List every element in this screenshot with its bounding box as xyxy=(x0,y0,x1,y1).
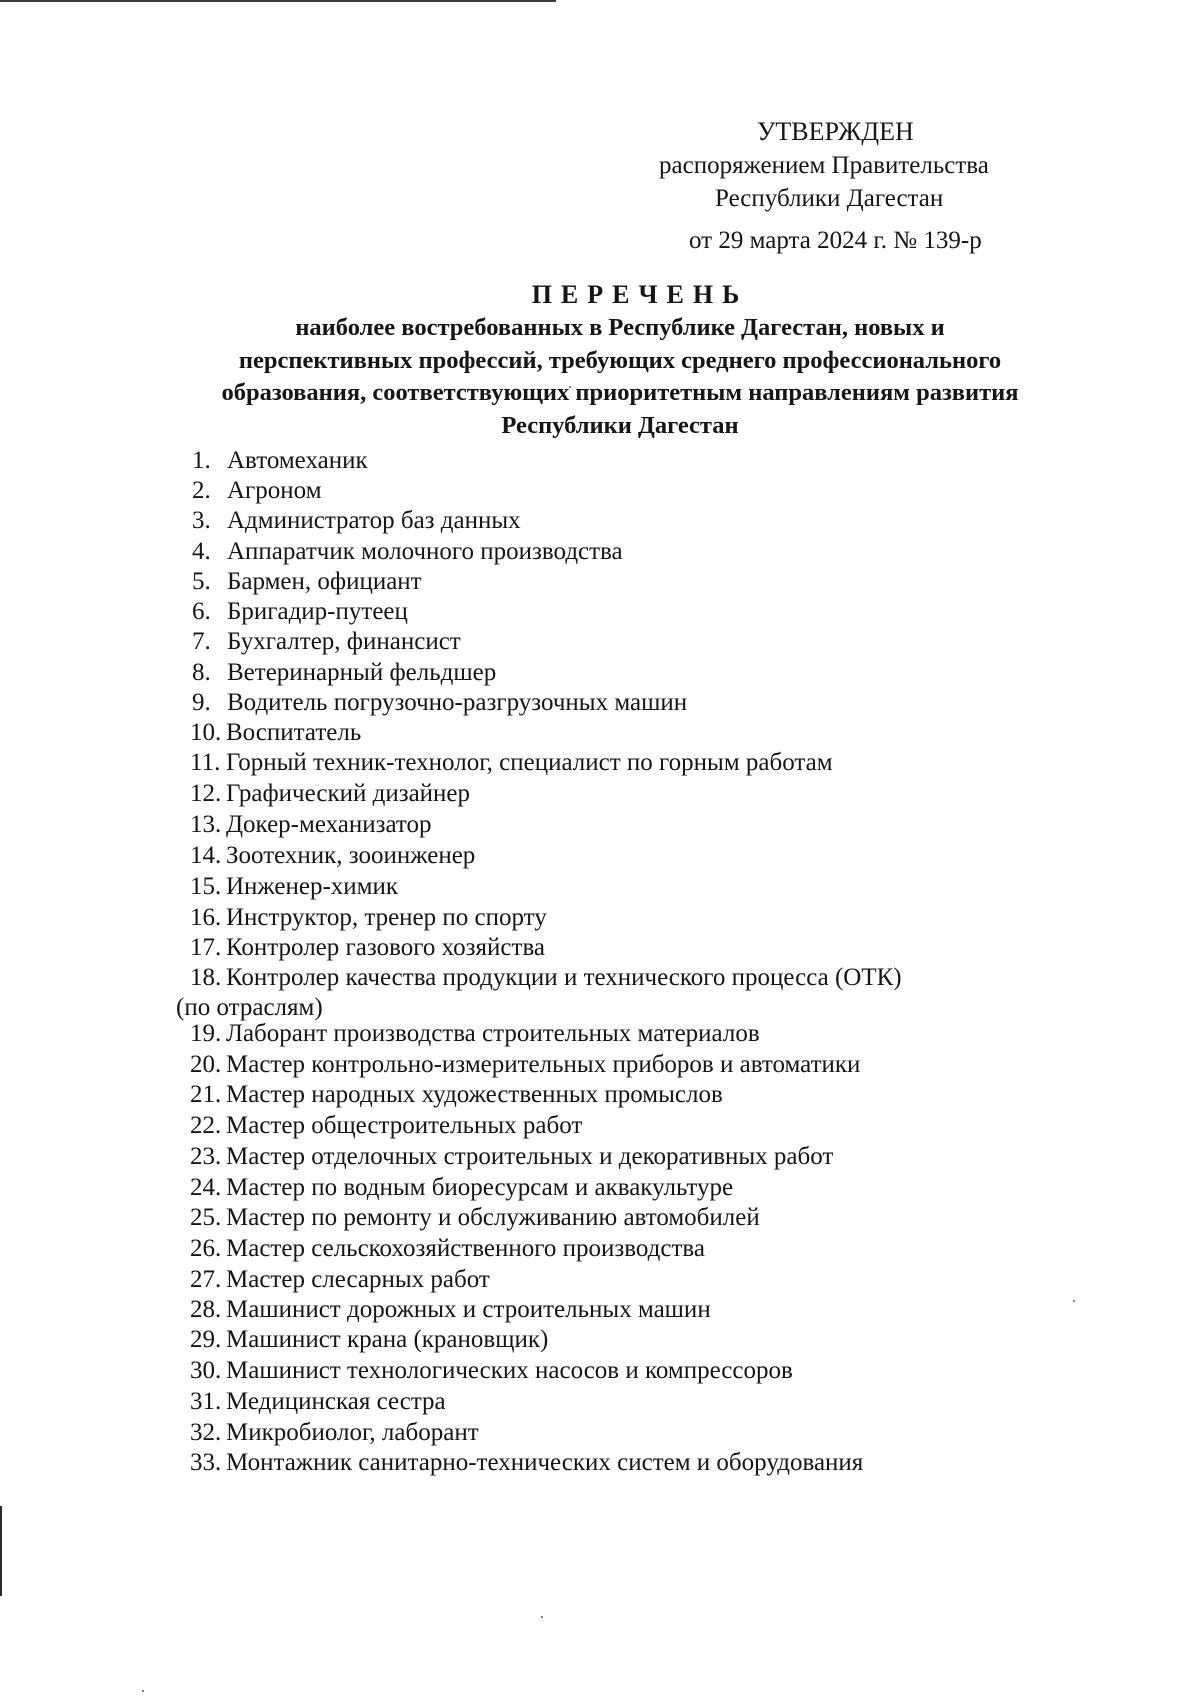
list-item-number: 13. xyxy=(190,811,222,838)
list-item xyxy=(190,1325,548,1355)
list-item-number: 2. xyxy=(192,477,211,504)
list-item xyxy=(176,963,1085,1023)
list-item-number: 16. xyxy=(190,904,222,931)
list-item-label: Аппаратчик молочного производства xyxy=(227,538,623,565)
list-item-number: 29. xyxy=(190,1326,222,1353)
list-item xyxy=(192,567,422,597)
list-item-label: Машинист дорожных и строительных машин xyxy=(226,1296,711,1323)
list-item-number: 9. xyxy=(192,689,211,716)
list-item xyxy=(192,658,496,688)
document-subtitle xyxy=(140,312,1100,442)
list-item-label: Мастер народных художественных промыслов xyxy=(226,1081,723,1108)
list-item xyxy=(190,810,432,840)
list-item xyxy=(190,1448,863,1478)
list-item xyxy=(190,718,361,748)
list-item-number: 28. xyxy=(190,1296,222,1323)
list-item xyxy=(190,1234,705,1264)
list-item-number: 30. xyxy=(190,1357,222,1384)
list-item-number: 18. xyxy=(190,964,222,991)
approval-region: Республики Дагестан xyxy=(715,185,944,212)
list-item xyxy=(190,748,833,778)
subtitle-line: наиболее востребованных в Республике Дагестан, новых и xyxy=(295,314,945,341)
list-item-number: 31. xyxy=(190,1388,222,1415)
list-item-number: 12. xyxy=(190,780,222,807)
list-item-label: Мастер отделочных строительных и декоративных работ xyxy=(226,1143,834,1170)
list-item-number: 20. xyxy=(190,1051,222,1078)
scan-speck xyxy=(541,1616,543,1618)
list-item-label: Машинист технологических насосов и компрессоров xyxy=(226,1357,793,1384)
list-item-number: 15. xyxy=(190,873,222,900)
approval-label: УТВЕРЖДЕН xyxy=(757,117,914,146)
list-item xyxy=(190,903,547,933)
list-item xyxy=(190,1050,860,1080)
list-item-label: Мастер слесарных работ xyxy=(226,1266,490,1293)
subtitle-line: перспективных профессий, требующих среднего профессионального xyxy=(238,346,1002,374)
list-item xyxy=(190,1142,833,1172)
document-title: ПЕРЕЧЕНЬ xyxy=(531,280,749,309)
subtitle-line: Республики Дагестан xyxy=(501,411,739,439)
list-item-label: Контролер качества продукции и технического процесса (ОТК) xyxy=(226,964,902,991)
list-item-label: Ветеринарный фельдшер xyxy=(227,659,497,686)
list-item xyxy=(192,506,521,536)
list-item-number: 6. xyxy=(192,598,211,625)
list-item-label: Монтажник санитарно-технических систем и оборудования xyxy=(226,1449,864,1476)
subtitle-line: образования, соответствующих приоритетным направлениям развития xyxy=(221,379,1019,406)
list-item-number: 23. xyxy=(190,1143,222,1170)
list-item-number: 33. xyxy=(190,1449,222,1476)
list-item-label: Микробиолог, лаборант xyxy=(226,1419,479,1446)
list-item-label: Докер-механизатор xyxy=(226,811,432,838)
scan-speck xyxy=(142,1690,144,1692)
list-item-number: 19. xyxy=(190,1020,222,1047)
list-item-number: 24. xyxy=(190,1174,222,1201)
list-item-label: Воспитатель xyxy=(226,719,362,746)
list-item-label: Инженер-химик xyxy=(226,873,398,900)
list-item-label: Водитель погрузочно-разгрузочных машин xyxy=(227,689,688,716)
list-item-number: 5. xyxy=(192,568,211,595)
list-item xyxy=(190,841,475,871)
list-item-number: 14. xyxy=(190,842,222,869)
list-item xyxy=(190,1019,760,1049)
list-item-number: 3. xyxy=(192,507,211,534)
list-item-number: 32. xyxy=(190,1419,222,1446)
list-item-number: 7. xyxy=(192,628,211,655)
list-item xyxy=(192,597,408,627)
list-item-label: Бухгалтер, финансист xyxy=(227,628,461,655)
list-item-number: 11. xyxy=(190,749,221,776)
list-item-label: Мастер по водным биоресурсам и аквакультуре xyxy=(226,1174,734,1201)
list-item xyxy=(190,779,470,809)
approval-date-number: от 29 марта 2024 г. № 139-р xyxy=(689,227,982,254)
list-item-label: Мастер по ремонту и обслуживанию автомобилей xyxy=(226,1204,760,1231)
list-item-label: Машинист крана (крановщик) xyxy=(226,1326,549,1353)
list-item-number: 26. xyxy=(190,1235,222,1262)
list-item xyxy=(192,537,623,567)
list-item-label: Мастер общестроительных работ xyxy=(226,1112,583,1139)
list-item-label: Контролер газового хозяйства xyxy=(226,934,546,961)
list-item xyxy=(192,476,322,506)
list-item-label: Инструктор, тренер по спорту xyxy=(226,904,547,931)
list-item xyxy=(192,627,461,657)
list-item-label: Мастер контрольно-измерительных приборов и автоматики xyxy=(226,1051,861,1078)
list-item xyxy=(192,688,687,718)
list-item xyxy=(190,872,398,902)
list-item-label: Бригадир-путеец xyxy=(227,598,408,625)
list-item-number: 10. xyxy=(190,719,222,746)
list-item-number: 21. xyxy=(190,1081,222,1108)
list-item xyxy=(190,1111,582,1141)
list-item-number: 4. xyxy=(192,538,211,565)
list-item-continuation: (по отраслям) xyxy=(176,994,323,1021)
list-item-label: Бармен, официант xyxy=(227,568,422,595)
list-item xyxy=(190,1295,711,1325)
list-item-label: Агроном xyxy=(227,477,322,504)
list-item xyxy=(192,446,368,476)
list-item xyxy=(190,1173,733,1203)
list-item xyxy=(190,1387,446,1417)
list-item-label: Автомеханик xyxy=(227,447,368,474)
scan-speck xyxy=(1073,1300,1075,1302)
list-item-label: Медицинская сестра xyxy=(226,1388,446,1415)
list-item xyxy=(190,1080,723,1110)
scan-edge-line xyxy=(0,1506,2,1596)
list-item xyxy=(190,933,545,963)
list-item-number: 17. xyxy=(190,934,222,961)
list-item-label: Мастер сельскохозяйственного производства xyxy=(226,1235,705,1262)
approval-issuer: распоряжением Правительства xyxy=(659,152,989,179)
list-item-number: 27. xyxy=(190,1266,222,1293)
scan-edge-line xyxy=(0,0,556,2)
list-item-number: 25. xyxy=(190,1204,222,1231)
list-item xyxy=(190,1356,793,1386)
list-item-label: Администратор баз данных xyxy=(227,507,521,534)
list-item xyxy=(190,1418,479,1448)
list-item-label: Зоотехник, зооинженер xyxy=(226,842,476,869)
list-item-number: 8. xyxy=(192,659,211,686)
list-item-label: Графический дизайнер xyxy=(226,780,471,807)
list-item xyxy=(190,1203,760,1233)
list-item-label: Лаборант производства строительных материалов xyxy=(226,1020,760,1047)
list-item-number: 1. xyxy=(192,447,211,474)
list-item-number: 22. xyxy=(190,1112,222,1139)
list-item xyxy=(190,1265,490,1295)
list-item-label: Горный техник-технолог, специалист по горным работам xyxy=(226,749,833,776)
